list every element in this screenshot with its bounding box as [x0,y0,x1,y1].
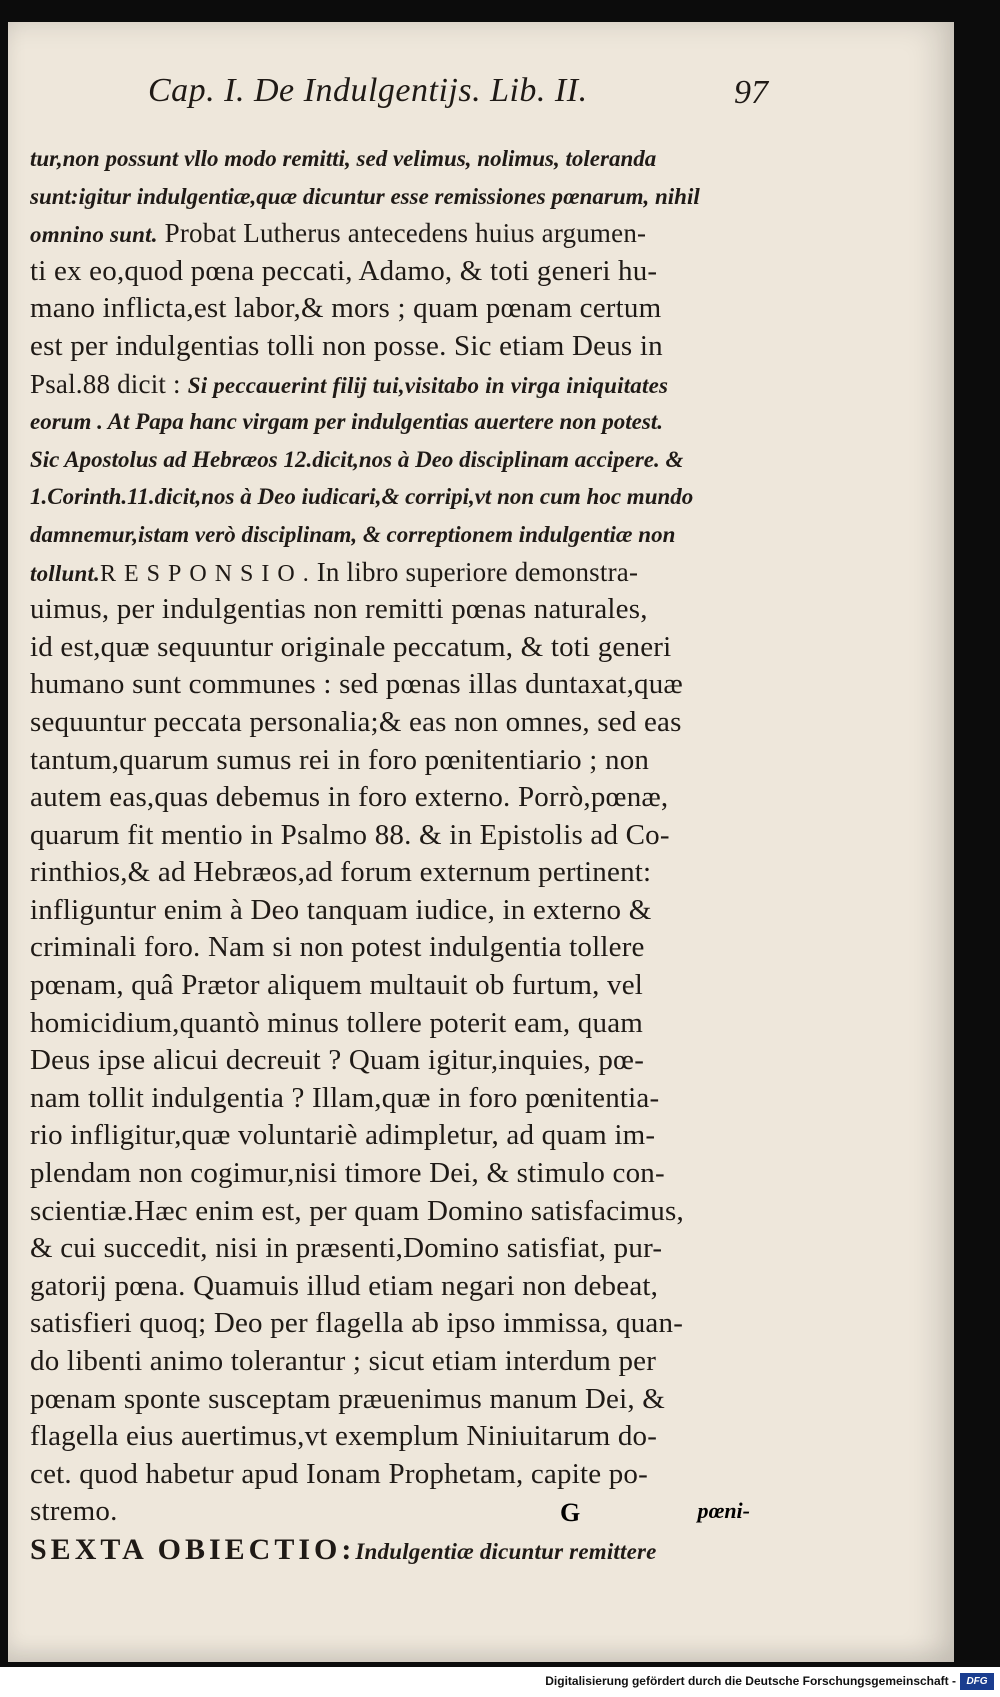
line-segment: criminali foro. Nam si non potest indulgentia tollere [30,931,645,964]
running-head [148,72,768,132]
text-line [30,366,770,404]
line-segment: rio infligitur,quæ voluntariè adimpletur, ad quam im- [30,1119,656,1152]
line-segment: stremo. [30,1495,118,1528]
book-page [8,22,954,1662]
line-segment: ti ex eo,quod pœna peccati, Adamo, & toti generi hu- [30,254,658,287]
text-line [30,403,770,441]
text-line [30,215,770,253]
line-segment: Indulgentiæ dicuntur remittere [355,1538,657,1564]
line-segment: Probat Lutherus antecedens huius argumen- [157,218,647,249]
text-line [30,441,770,479]
line-segment: quarum fit mentio in Psalmo 88. & in Epistolis ad Co- [30,818,670,851]
page-number: 97 [734,74,768,111]
line-segment: uimus, per indulgentias non remitti pœnas naturales, [30,593,648,626]
text-line [30,967,770,1005]
line-segment: In libro superiore demonstra- [316,556,639,587]
line-segment: Psal.88 dicit : [30,368,188,399]
text-line [30,817,770,855]
line-segment: scientiæ.Hæc enim est, per quam Domino satisfacimus, [30,1194,684,1227]
text-line [30,1230,770,1268]
text-line [30,1193,770,1231]
text-line [30,140,770,178]
line-segment: damnemur,istam verò disciplinam, & correptionem indulgentiæ non [30,521,676,547]
line-segment: tur,non possunt vllo modo remitti, sed velimus, nolimus, toleranda [30,146,657,171]
text-line [30,1268,770,1306]
line-segment: satisfieri quoq; Deo per flagella ab ipso immissa, quan- [30,1307,684,1340]
line-segment: autem eas,quas debemus in foro externo. Porrò,pœnæ, [30,781,669,814]
text-line [30,478,770,516]
line-segment: sequuntur peccata personalia;& eas non omnes, sed eas [30,705,682,738]
text-line [30,1117,770,1155]
line-segment: SEXTA OBIECTIO: [30,1532,356,1566]
line-segment: do libenti animo tolerantur ; sicut etiam interdum per [30,1345,657,1377]
line-segment: rinthios,& ad Hebræos,ad forum externum pertinent: [30,856,652,889]
line-segment: Si peccauerint filij tui,visitabo in virga iniquitates [187,372,669,398]
funding-credit: Digitalisierung gefördert durch die Deutsche Forschungsgemeinschaft - [545,1674,956,1688]
body-text [30,140,770,1569]
text-line [30,1456,770,1494]
text-line [30,666,770,704]
line-segment: humano sunt communes : sed pœnas illas duntaxat,quæ [30,668,683,701]
line-segment: infliguntur enim à Deo tanquam iudice, in externo & [30,893,652,926]
text-line [30,892,770,930]
signature-mark: G [560,1498,581,1527]
line-segment: plendam non cogimur,nisi timore Dei, & stimulo con- [30,1157,665,1190]
text-line [30,1381,770,1419]
line-segment: homicidium,quantò minus tollere poterit eam, quam [30,1006,644,1039]
line-segment: mano inflicta,est labor,& mors ; quam pœnam certum [30,292,662,325]
line-segment: 1.Corinth.11.dicit,nos à Deo iudicari,& corripi,vt non cum hoc mundo [30,484,694,510]
text-line [30,1343,770,1381]
line-segment: gatorij pœna. Quamuis illud etiam negari non debeat, [30,1269,659,1302]
line-segment: eorum . At Papa hanc virgam per indulgentias auertere non potest. [30,409,663,435]
line-segment: pœnam sponte susceptam præuenimus manum Dei, & [30,1382,666,1415]
text-line [30,1005,770,1043]
line-segment: cet. quod habetur apud Ionam Prophetam, capite po- [30,1457,648,1490]
line-segment: pœnam, quâ Prætor aliquem multauit ob furtum, vel [30,969,644,1002]
line-segment: tollunt. [30,560,100,586]
line-segment: nam tollit indulgentia ? Illam,quæ in foro pœnitentia- [30,1081,660,1114]
text-line [30,779,770,817]
line-segment: sunt:igitur indulgentiæ,quæ dicuntur esse remissiones pœnarum, nihil [30,183,700,209]
text-line [30,704,770,742]
line-segment: omnino sunt. [30,222,158,248]
line-segment: tantum,quarum sumus rei in foro pœnitentiario ; non [30,743,650,776]
text-line [30,742,770,780]
line-segment: RESPONSIO. [100,560,317,587]
text-line [30,1305,770,1343]
text-line [30,591,770,629]
text-line [30,554,770,592]
text-line [30,290,770,328]
line-segment: id est,quæ sequuntur originale peccatum, & toti generi [30,630,672,663]
dfg-logo: DFG [960,1673,994,1690]
text-line [30,178,770,216]
running-head-title: Cap. I. De Indulgentijs. Lib. II. [148,72,588,109]
digitization-footer [0,1667,1000,1697]
line-segment: flagella eius auertimus,vt exemplum Niniuitarum do- [30,1420,658,1453]
text-line [30,1418,770,1456]
text-line [30,253,770,291]
line-segment: est per indulgentias tolli non posse. Sic etiam Deus in [30,329,663,362]
page-foot [30,1492,770,1538]
line-segment: Sic Apostolus ad Hebræos 12.dicit,nos à Deo disciplinam accipere. & [30,446,684,472]
text-line [30,1155,770,1193]
catchword: pœni- [697,1498,750,1523]
text-line [30,1042,770,1080]
text-line [30,629,770,667]
text-line [30,516,770,554]
text-line [30,328,770,366]
text-line [30,854,770,892]
text-line [30,929,770,967]
line-segment: Deus ipse alicui decreuit ? Quam igitur,inquies, pœ- [30,1044,645,1077]
text-line [30,1080,770,1118]
line-segment: & cui succedit, nisi in præsenti,Domino satisfiat, pur- [30,1232,663,1265]
